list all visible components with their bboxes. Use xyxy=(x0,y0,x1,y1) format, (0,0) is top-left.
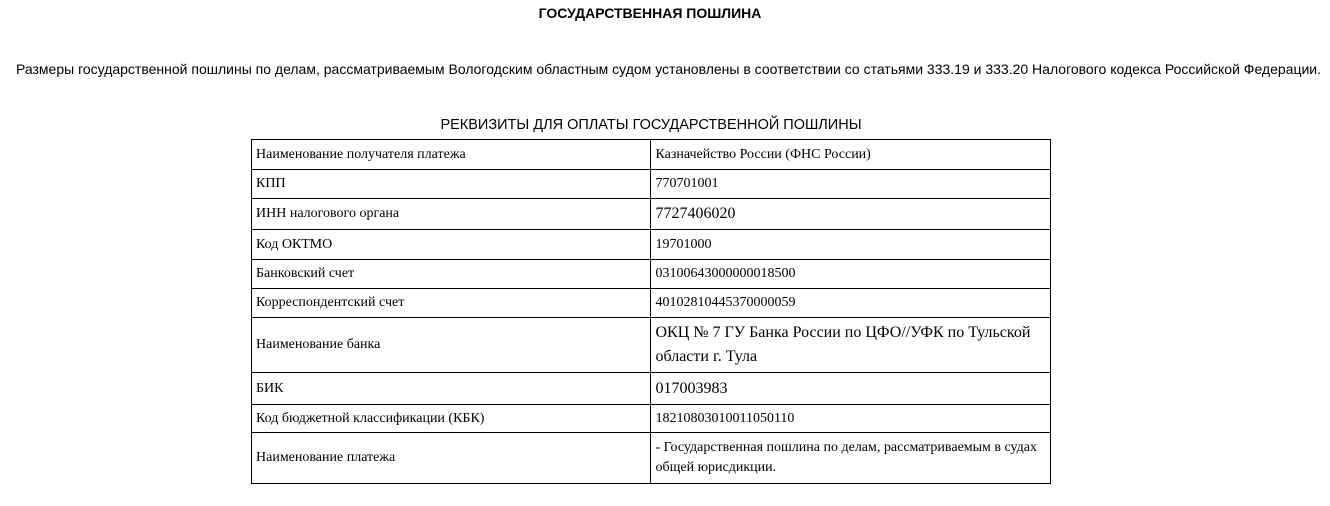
requisites-table xyxy=(251,139,1051,484)
row-label: Наименование банка xyxy=(252,318,651,373)
table-row xyxy=(252,373,1051,405)
table-row xyxy=(252,170,1051,199)
row-label: Корреспондентский счет xyxy=(252,289,651,318)
row-value: ОКЦ № 7 ГУ Банка России по ЦФО//УФК по Тульской области г. Тула xyxy=(651,318,1051,373)
row-label: Код бюджетной классификации (КБК) xyxy=(252,405,651,433)
row-label: КПП xyxy=(252,170,651,199)
page-title: ГОСУДАРСТВЕННАЯ ПОШЛИНА xyxy=(538,5,762,21)
table-row xyxy=(252,260,1051,289)
row-value: 770701001 xyxy=(651,170,1051,199)
table-row xyxy=(252,289,1051,318)
row-label: Код ОКТМО xyxy=(252,230,651,260)
table-row xyxy=(252,230,1051,260)
row-value: 7727406020 xyxy=(651,199,1051,230)
row-label: Банковский счет xyxy=(252,260,651,289)
row-label: Наименование получателя платежа xyxy=(252,140,651,170)
table-row xyxy=(252,140,1051,170)
table-row xyxy=(252,199,1051,230)
table-row xyxy=(252,433,1051,484)
row-label: ИНН налогового органа xyxy=(252,199,651,230)
row-value: 40102810445370000059 xyxy=(651,289,1051,318)
row-value: 03100643000000018500 xyxy=(651,260,1051,289)
table-row xyxy=(252,405,1051,433)
intro-text: Размеры государственной пошлины по делам, рассматриваемым Вологодским областным судом установлены в соответствии со статьями 333.19 и 333.20 Налогового кодекса Российской Федерации. xyxy=(16,61,1321,77)
row-label: БИК xyxy=(252,373,651,405)
row-value: 19701000 xyxy=(651,230,1051,260)
requisites-caption: РЕКВИЗИТЫ ДЛЯ ОПЛАТЫ ГОСУДАРСТВЕННОЙ ПОШЛИНЫ xyxy=(440,117,862,133)
row-value: 017003983 xyxy=(651,373,1051,405)
row-value: - Государственная пошлина по делам, рассматриваемым в судах общей юрисдикции. xyxy=(651,433,1051,484)
row-label: Наименование платежа xyxy=(252,433,651,484)
table-row xyxy=(252,318,1051,373)
row-value: Казначейство России (ФНС России) xyxy=(651,140,1051,170)
row-value: 18210803010011050110 xyxy=(651,405,1051,433)
